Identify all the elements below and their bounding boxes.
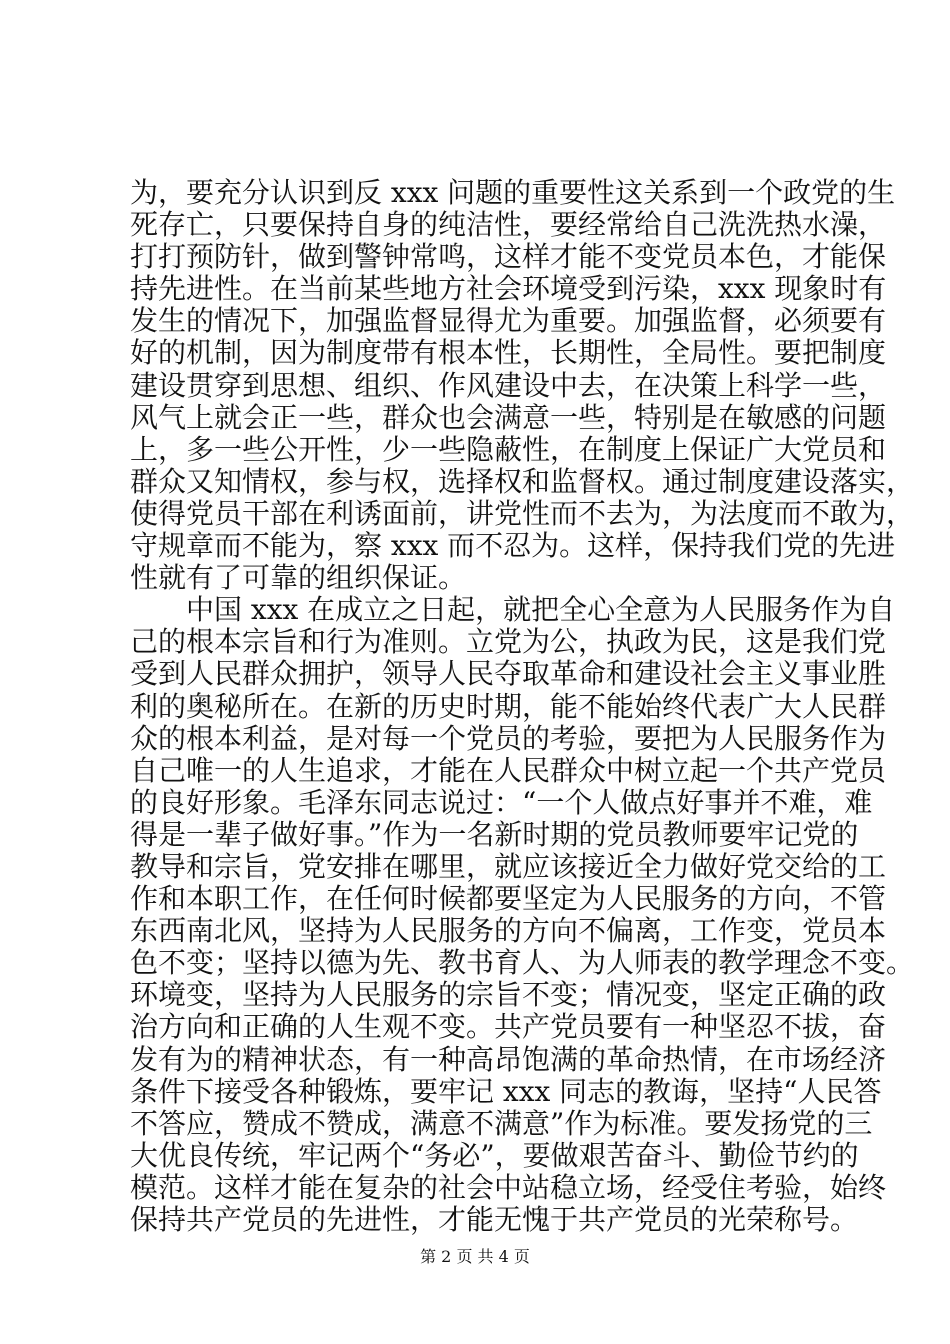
- text-line: 不答应，赞成不赞成，满意不满意”作为标准。要发扬党的三: [130, 1106, 873, 1140]
- text-line: 模范。这样才能在复杂的社会中站稳立场，经受住考验，始终: [130, 1170, 887, 1204]
- text-line: 打打预防针，做到警钟常鸣，这样才能不变党员本色，才能保: [130, 240, 887, 274]
- text-line-paragraph-end: 保持共产党员的先进性，才能无愧于共产党员的光荣称号。: [130, 1203, 859, 1236]
- text-line: 群众又知情权，参与权，选择权和监督权。通过制度建设落实，: [130, 464, 915, 498]
- text-line: 东西南北风，坚持为人民服务的方向不偏离，工作变，党员本: [130, 914, 887, 948]
- text-line: 作和本职工作，在任何时候都要坚定为人民服务的方向，不管: [130, 882, 887, 916]
- text-line: 风气上就会正一些，群众也会满意一些，特别是在敏感的问题: [130, 400, 887, 434]
- text-line: 发生的情况下，加强监督显得尤为重要。加强监督，必须要有: [130, 304, 887, 338]
- text-line: 守规章而不能为，察 xxx 而不忍为。这样，保持我们党的先进: [130, 529, 896, 563]
- text-line: 持先进性。在当前某些地方社会环境受到污染，xxx 现象时有: [130, 272, 887, 306]
- text-line: 大优良传统，牢记两个“务必”，要做艰苦奋斗、勤俭节约的: [130, 1138, 859, 1172]
- text-line: 治方向和正确的人生观不变。共产党员要有一种坚忍不拔，奋: [130, 1010, 887, 1044]
- text-line: 好的机制，因为制度带有根本性，长期性，全局性。要把制度: [130, 336, 887, 370]
- text-line: 上，多一些公开性，少一些隐蔽性，在制度上保证广大党员和: [130, 432, 887, 466]
- text-line: 的良好形象。毛泽东同志说过：“一个人做点好事并不难，难: [130, 785, 873, 819]
- text-line: 受到人民群众拥护，领导人民夺取革命和建设社会主义事业胜: [130, 657, 887, 691]
- text-line: 色不变；坚持以德为先、教书育人、为人师表的教学理念不变。: [130, 946, 915, 980]
- text-line: 死存亡，只要保持自身的纯洁性，要经常给自己洗洗热水澡，: [130, 208, 887, 242]
- text-line: 条件下接受各种锻炼，要牢记 xxx 同志的教诲，坚持“人民答: [130, 1074, 882, 1108]
- text-line: 自己唯一的人生追求，才能在人民群众中树立起一个共产党员: [130, 753, 887, 787]
- text-line: 环境变，坚持为人民服务的宗旨不变；情况变，坚定正确的政: [130, 978, 887, 1012]
- text-line: 利的奥秘所在。在新的历史时期，能不能始终代表广大人民群: [130, 689, 887, 723]
- body-text: [130, 176, 915, 1236]
- text-line: 使得党员干部在利诱面前，讲党性而不去为，为法度而不敢为，: [130, 496, 915, 530]
- text-line: 得是一辈子做好事。”作为一名新时期的党员教师要牢记党的: [130, 817, 859, 851]
- text-line: 教导和宗旨，党安排在哪里，就应该接近全力做好党交给的工: [130, 849, 887, 883]
- page-footer: 第 2 页 共 4 页: [420, 1247, 530, 1266]
- text-line-paragraph-start: 中国 xxx 在成立之日起，就把全心全意为人民服务作为自: [186, 593, 896, 627]
- text-line: 己的根本宗旨和行为准则。立党为公，执政为民，这是我们党: [130, 625, 887, 659]
- text-line: 发有为的精神状态，有一种高昂饱满的革命热情，在市场经济: [130, 1042, 887, 1076]
- text-line: 为，要充分认识到反 xxx 问题的重要性这关系到一个政党的生: [130, 176, 896, 209]
- text-line: 众的根本利益，是对每一个党员的考验，要把为人民服务作为: [130, 721, 887, 755]
- text-line-paragraph-end: 性就有了可靠的组织保证。: [130, 561, 467, 595]
- text-line: 建设贯穿到思想、组织、作风建设中去，在决策上科学一些，: [130, 368, 887, 402]
